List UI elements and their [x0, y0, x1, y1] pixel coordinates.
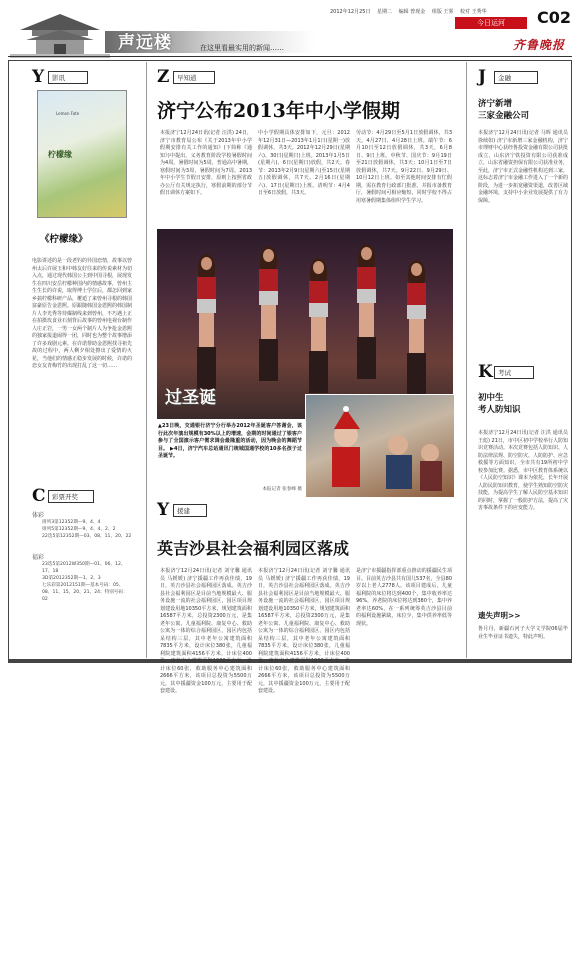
section-title: 声远楼 — [118, 33, 172, 53]
lottery-line: 23选5第2012W350期—01、06、12、17、18 — [42, 562, 126, 574]
column-tag: 金融 — [494, 71, 538, 84]
column-head-lottery — [32, 486, 132, 504]
column-letter: J — [478, 67, 487, 87]
headline-holiday: 济宁公布2013年中小学假期 — [157, 100, 400, 122]
lottery-line: 排列5第12352期—9、4、4、2、2 — [42, 527, 116, 532]
column-head-film — [32, 67, 132, 85]
welfare-body-col1: 本报济宁12月24日讯(记者 刘守馨 通讯员 马媛媛) 济宁援疆工作再获佳绩，19日，英吉沙县社会福利园区落成。英吉沙县社会福利园区是目前当地规模最大、服务设施一流的社会福利园区，园区项目规划建设用地10350平方米，规划建筑面积16587平方米，总投资2300万元，是集老年公寓、儿童福利院、康复中心、救助公寓为一体的综合福利园区，园区内包括呆结构三层，其中老年公寓建筑面积7835平方米，设计床位380张，儿童福利院建筑面积4156平方米，计床位400张，康复中心建筑面积1930平方米，设计床位60张，救助服务中心建筑面积2666平方米，该项目总投资为5500万元，其中援疆资金100万元，主要用于配套建设。 — [160, 568, 252, 694]
pagoda-icon — [10, 10, 110, 58]
column-tag: 援建 — [173, 504, 207, 517]
inset-photo-santa — [305, 394, 455, 498]
lottery-line: 排列3第12352期—9、4、4 — [42, 520, 101, 525]
column-divider-right — [466, 62, 467, 658]
issue-meta — [330, 8, 530, 15]
welfare-body-col2: 本报济宁12月24日讯(记者 刘守馨 通讯员 马媛媛) 济宁援疆工作再获佳绩，19日，英吉沙县社会福利园区落成。英吉沙县社会福利园区是目前当地规模最大、服务设施一流的社会福利园区，园区项目规划建设用地10350平方米，规划建筑面积16587平方米，总投资2300万元，是集老年公寓、儿童福利院、康复中心、救助公寓为一体的综合福利园区，园区内包括呆结构三层，其中老年公寓建筑面积7835平方米，设计床位380张，儿童福利院建筑面积4156平方米，计床位400张，康复中心建筑面积1930平方米，设计床位60张，救助服务中心建筑面积2666平方米，该项目总投资为5500万元，其中援疆资金100万元，主要用于配套建设。 — [258, 568, 350, 694]
holiday-body-col1: 本报济宁12月24日讯(记者 汪洪) 24日，济宁市教育局公布《关于2013年中小学假期安排有关工作的通知》(下简称《通知》)中提出，义务教育阶段学校暑假时间为4周，暑假时间为5周，普通高中暑期，寒假时间为3周，暑假时间为7周。2013年中小学生节假日安排，原则上按照省政办公厅有关规定执行，寒假前期的部分节假日调休方案如下。 — [160, 130, 252, 196]
photo-caption: ▲23日晚，交通银行济宁分行举办2012年圣诞客户答谢会，该行此次年演出规模有30%以上的增速，会期的时间通过了银客户参与了全国演示客户需求调会最隆重的活动，因为晚会的舞蹈节目。 ▶4日，济宁汽车总站通讯门统城国通学校的10多名孩子过圣诞节。 — [158, 423, 302, 459]
lottery-line: 体彩 — [32, 512, 45, 519]
lottery-line: 七乐彩第2012151期—基本号码：05、08、11、15、20、21、24；特别号码：02 — [42, 583, 128, 602]
page-header — [0, 0, 580, 60]
poster-subtitle: Lemon Fate — [56, 111, 80, 116]
dancer-figure — [255, 249, 281, 389]
column-tag: 影讯 — [48, 71, 88, 84]
section-subtitle: 在这里看最实用的新闻…… — [200, 44, 284, 52]
film-poster — [37, 90, 127, 218]
column-letter: Y — [157, 500, 170, 520]
column-head-news — [157, 67, 277, 85]
issue-weekday: 星期二 — [377, 9, 393, 15]
dancer-figure — [305, 261, 331, 401]
headline-welfare: 英吉沙县社会福利园区落成 — [157, 539, 350, 558]
finance-subhead: 济宁新增 三家金融公司 — [478, 99, 530, 121]
holiday-body-col3: 劳动节：4月29日至5月1日放假调休，共3天。4月27日、4月28日上班。端午节：6月10日至12日放假调休，共3天，6月8日、9日上班。中秋节、国庆节：9月19日至21日放假调休，共3天；10月1日至7日放假调休，共7天。9月22日、9月29日、10月12日上班。如至其他时间安排有忙假期，需在教育行政部门批准，并报市备教育厅，暑假时间可相应缩短，同时学校不得占用寒暑假期集体组织学生学习。 — [356, 130, 452, 204]
lost-notice-title: 遗失声明>> — [478, 611, 521, 620]
christmas-photo — [157, 229, 453, 419]
page-code: C02 — [537, 8, 572, 27]
dancer-figure — [353, 247, 379, 387]
newspaper-logo: 齐鲁晚报 — [513, 38, 566, 52]
exam-body: 本报济宁12月24日讯(记者 汪洪 通讯员 王彪) 21日，市中区初中学校举行人防知识竞赛活动。本次竞赛包括人防知识、人防法律法规、防空防灾、人防防护、应急救援等方面知识，全市共有19所初中学校参加比赛。据悉，市中区教育体系统以《人民防空知识》课本为依托，长年开展人防民防知识教育，使学生熟知防空防灾技能，为提高学生了解人民防空基本知识的同时，掌握了一般防护方法，提高了灾害事故条件下的应变能力。 — [478, 430, 569, 511]
finance-body: 本报济宁12月24日讯(记者 马辉 通讯员 徐续如) 济宁市新增三家金融机构，济宁市理财中心获经鲁投资金融有限公司获批成立，山东济宁铁投资有限公司获准成立，山东省融资担保有限公司获准业务，至此，济宁市正式金融性机构达到三家，这标志着济宁市金融工作进入了一个新的阶段，为进一步拓宽融资渠道，改善区域金融环境，支持中小企业发展提供了有力保障。 — [478, 130, 569, 204]
proof-credit: 校对 王秀华 — [460, 9, 487, 15]
column-tag: 考试 — [494, 366, 534, 379]
lottery-list — [32, 512, 132, 603]
photo-caption-big: 过圣诞 — [165, 388, 216, 408]
poster-title: 柠檬缘 — [48, 149, 72, 159]
column-letter: Z — [157, 67, 170, 87]
issue-date: 2012年12月25日 — [330, 9, 371, 15]
dancer-figure — [403, 263, 429, 403]
exam-subhead: 初中生 考人防知识 — [478, 393, 521, 415]
column-letter: C — [32, 486, 46, 506]
column-head-finance — [478, 67, 568, 85]
column-letter: Y — [32, 67, 45, 87]
film-body: 电影讲述的是一段老钓的异国恋情，故事以曾州太后许展玉和中韩友好往来的传说素材为切入点，通过现代韩国公主到中国寻根，展现发生在四川安岳柠檬种国内的情感故事，曾州主生生长的许说，取得博士学位后，都怎回到家乡搞柠檬科研产品，邂逅了来曾州寻根的韩国富豪原告金恩熙。原跟随韩国金恩熙的韩国制片人李光秀等待爆制线来到曾州，不巧遇上正在拍摄玫食业石刻背后故事的曾州电视台制作人庄正岩，一男一女两个制片人为争抢金恩熙的独家报道闹得一团，同时也为整个故事增添了许多戏剧元素。在许诺帮助金恩熙找寻祖先故的过程中，两人剩夕相处擦出了爱情的火花，当他们的情感正稳步发展的时候，许诺的恋女友青梅竹的出现打乱了这一切…… — [32, 258, 133, 369]
column-letter: K — [478, 362, 493, 382]
column-head-aid — [157, 500, 277, 518]
column-tag: 彩票开奖 — [48, 490, 94, 503]
santa-scene-icon — [306, 395, 454, 497]
design-credit: 组版 王雾 — [431, 9, 454, 15]
dancer-figure — [193, 257, 219, 397]
header-rule — [8, 56, 572, 57]
holiday-body-col2: 中小学假期具体安排如下，元旦：2012年12月31日—2013年1月1日(星期一)放假调休，共3天。2012年12月29日(星期六)、30日(星期日)上班。2013年1月5日(星期六)、6日(星期日)放假，共2天。春节：2013年2月9日(星期六)至15日(星期五)放假调休，共7天。2月16日(星期六)、17日(星期日)上班。清明节：4月4日至6日放假，共3天。 — [258, 130, 350, 196]
today-badge: 今日运河 — [455, 17, 527, 29]
column-head-exam — [478, 362, 568, 380]
lottery-line: 22选5第12352期—03、08、11、20、22 — [42, 534, 132, 539]
column-tag: 早知道 — [173, 71, 215, 84]
lost-notice-body: 鲁月丹，新疆石河子大学文学院06届毕业生毕业证书遗失，特此声明。 — [478, 626, 568, 640]
lottery-line: 福彩 — [32, 554, 45, 561]
lottery-line: 3D第2012352期—1、2、3 — [42, 576, 101, 581]
editor-credit: 编辑 曾现金 — [398, 9, 426, 15]
welfare-body-col3: 是济宁市援疆指挥部重点推动的援疆民生项目。目前英吉沙县共有国儿537名，全县80岁以上老人2778人。该项目建成后，儿童福利院的床位将达到400个，集中收养率达96%，养老院的床位将达到380个，集中养老率达60%，在一系列统筹英吉沙县目前的福利设施紧缺，床位少，集中供养率低等现状。 — [356, 568, 452, 627]
photo-credit: 本报记者 张春峰 摄 — [262, 487, 302, 492]
film-title: 《柠檬缘》 — [40, 234, 88, 245]
column-divider-left — [146, 62, 147, 658]
